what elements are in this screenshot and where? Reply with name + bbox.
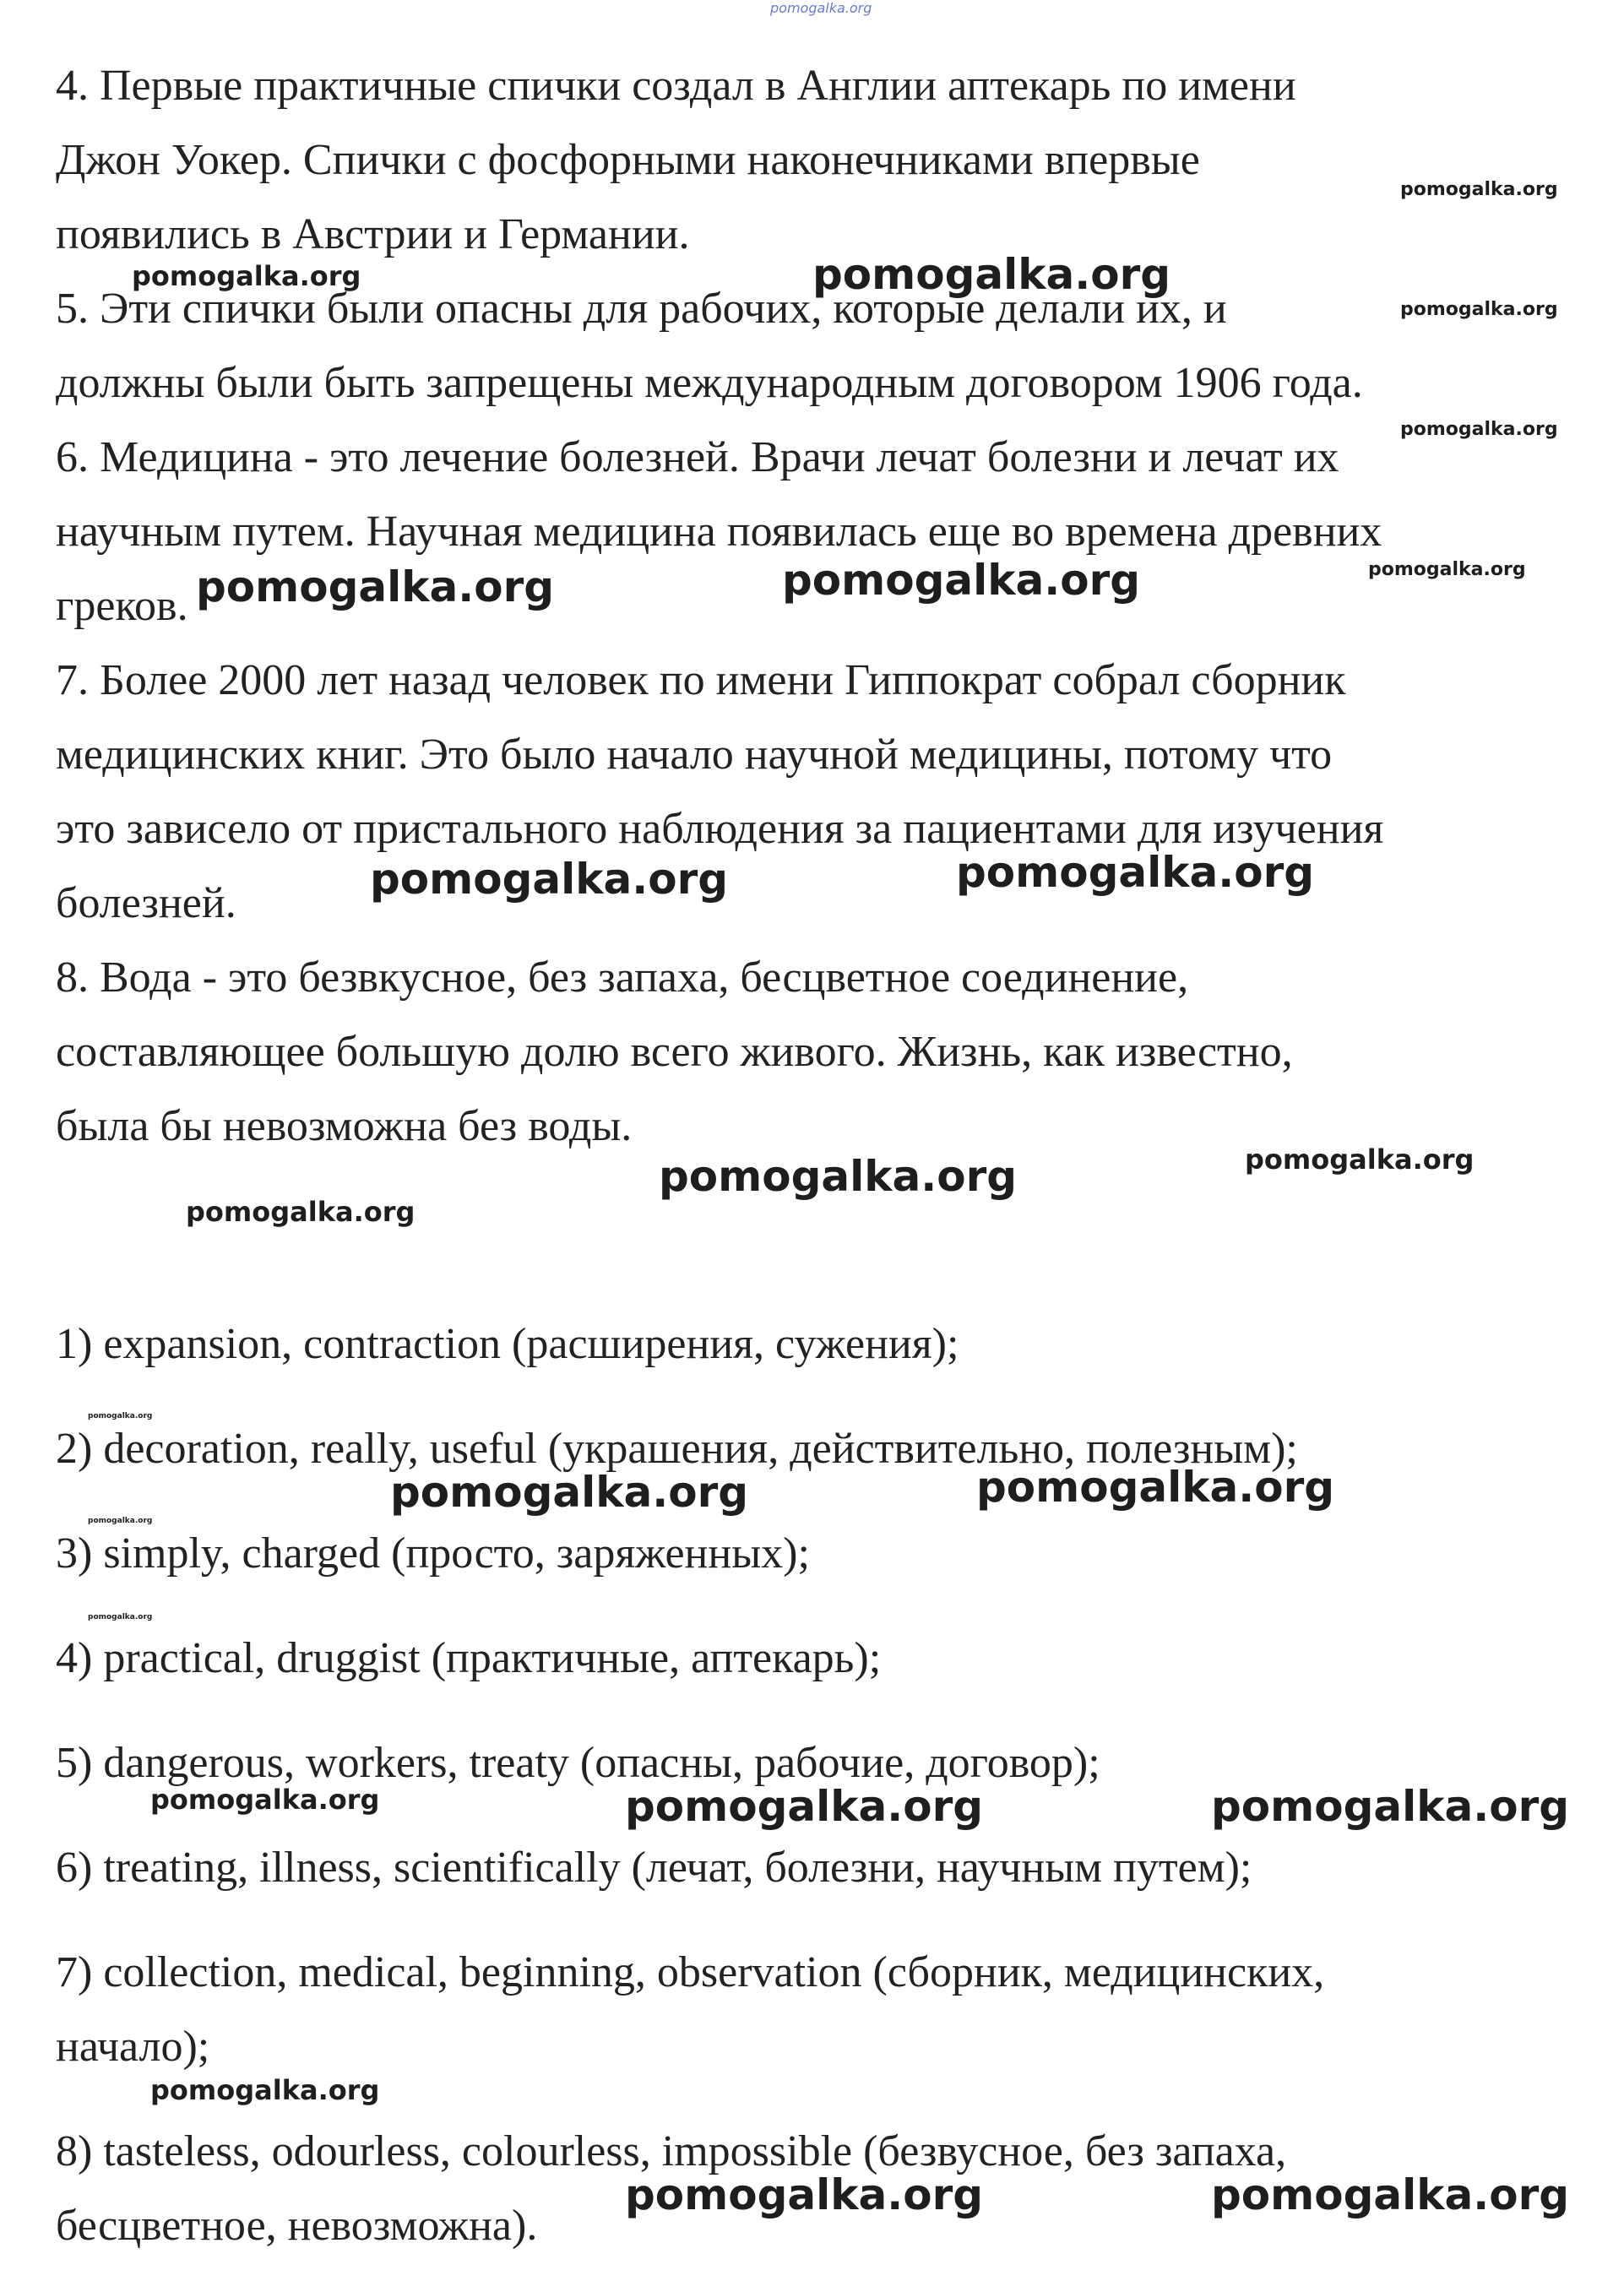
paragraph-6-line-1: 6. Медицина - это лечение болезней. Врачи лечат болезни и лечат их	[56, 433, 1339, 481]
watermark: pomogalka.org	[88, 1613, 153, 1621]
paragraph-8-line-2: составляющее большую долю всего живого. Жизнь, как известно,	[56, 1028, 1293, 1076]
watermark: pomogalka.org	[625, 2170, 984, 2219]
paragraph-6-line-2: научным путем. Научная медицина появилась еще во времена древних	[56, 508, 1382, 556]
watermark: pomogalka.org	[782, 556, 1141, 605]
answer-1: 1) expansion, contraction (расширения, сужения);	[56, 1320, 959, 1368]
paragraph-8-line-1: 8. Вода - это безвкусное, без запаха, бесцветное соединение,	[56, 953, 1189, 1002]
answer-4: 4) practical, druggist (практичные, аптекарь);	[56, 1634, 882, 1682]
watermark: pomogalka.org	[1400, 419, 1558, 440]
watermark: pomogalka.org	[390, 1468, 749, 1517]
watermark: pomogalka.org	[1400, 179, 1558, 200]
watermark: pomogalka.org	[88, 1412, 153, 1420]
watermark: pomogalka.org	[186, 1196, 416, 1228]
watermark: pomogalka.org	[196, 562, 555, 611]
watermark: pomogalka.org	[132, 260, 361, 292]
answer-8-line-1: 8) tasteless, odourless, colourless, impossible (безвусное, без запаха,	[56, 2127, 1287, 2175]
answer-8-line-2: бесцветное, невозможна).	[56, 2202, 538, 2250]
watermark: pomogalka.org	[659, 1152, 1018, 1201]
watermark: pomogalka.org	[1368, 559, 1526, 580]
paragraph-8-line-3: была бы невозможна без воды.	[56, 1102, 633, 1150]
paragraph-4-line-1: 4. Первые практичные спички создал в Англии аптекарь по имени	[56, 62, 1296, 110]
paragraph-7-line-1: 7. Более 2000 лет назад человек по имени Гиппократ собрал сборник	[56, 656, 1346, 704]
answer-3: 3) simply, charged (просто, заряженных);	[56, 1529, 810, 1578]
paragraph-7-line-2: медицинских книг. Это было начало научной медицины, потому что	[56, 731, 1333, 779]
paragraph-7-line-4: болезней.	[56, 879, 236, 927]
answer-7-line-1: 7) collection, medical, beginning, observation (сборник, медицинских,	[56, 1948, 1325, 1996]
paragraph-4-line-2: Джон Уокер. Спички с фосфорными наконечниками впервые	[56, 136, 1200, 184]
watermark: pomogalka.org	[1211, 2170, 1570, 2219]
paragraph-7-line-3: это зависело от пристального наблюдения за пациентами для изучения	[56, 805, 1384, 853]
watermark: pomogalka.org	[150, 1784, 380, 1816]
paragraph-4-line-3: появились в Австрии и Германии.	[56, 210, 690, 258]
watermark-top: pomogalka.org	[770, 0, 872, 16]
paragraph-5-line-1: 5. Эти спички были опасны для рабочих, которые делали их, и	[56, 285, 1227, 333]
watermark: pomogalka.org	[88, 1517, 153, 1525]
answer-5: 5) dangerous, workers, treaty (опасны, рабочие, договор);	[56, 1739, 1100, 1787]
watermark: pomogalka.org	[150, 2074, 380, 2106]
answer-6: 6) treating, illness, scientifically (лечат, болезни, научным путем);	[56, 1844, 1252, 1892]
answer-7-line-2: начало);	[56, 2023, 210, 2071]
answer-2: 2) decoration, really, useful (украшения, действительно, полезным);	[56, 1425, 1298, 1473]
watermark: pomogalka.org	[1211, 1782, 1570, 1831]
paragraph-5-line-2: должны были быть запрещены международным договором 1906 года.	[56, 359, 1363, 407]
watermark: pomogalka.org	[812, 250, 1171, 299]
watermark: pomogalka.org	[956, 848, 1315, 897]
watermark: pomogalka.org	[370, 855, 729, 904]
watermark: pomogalka.org	[976, 1463, 1335, 1512]
watermark: pomogalka.org	[1400, 299, 1558, 320]
paragraph-6-line-3: греков.	[56, 582, 188, 630]
watermark: pomogalka.org	[625, 1782, 984, 1831]
watermark: pomogalka.org	[1245, 1143, 1475, 1176]
